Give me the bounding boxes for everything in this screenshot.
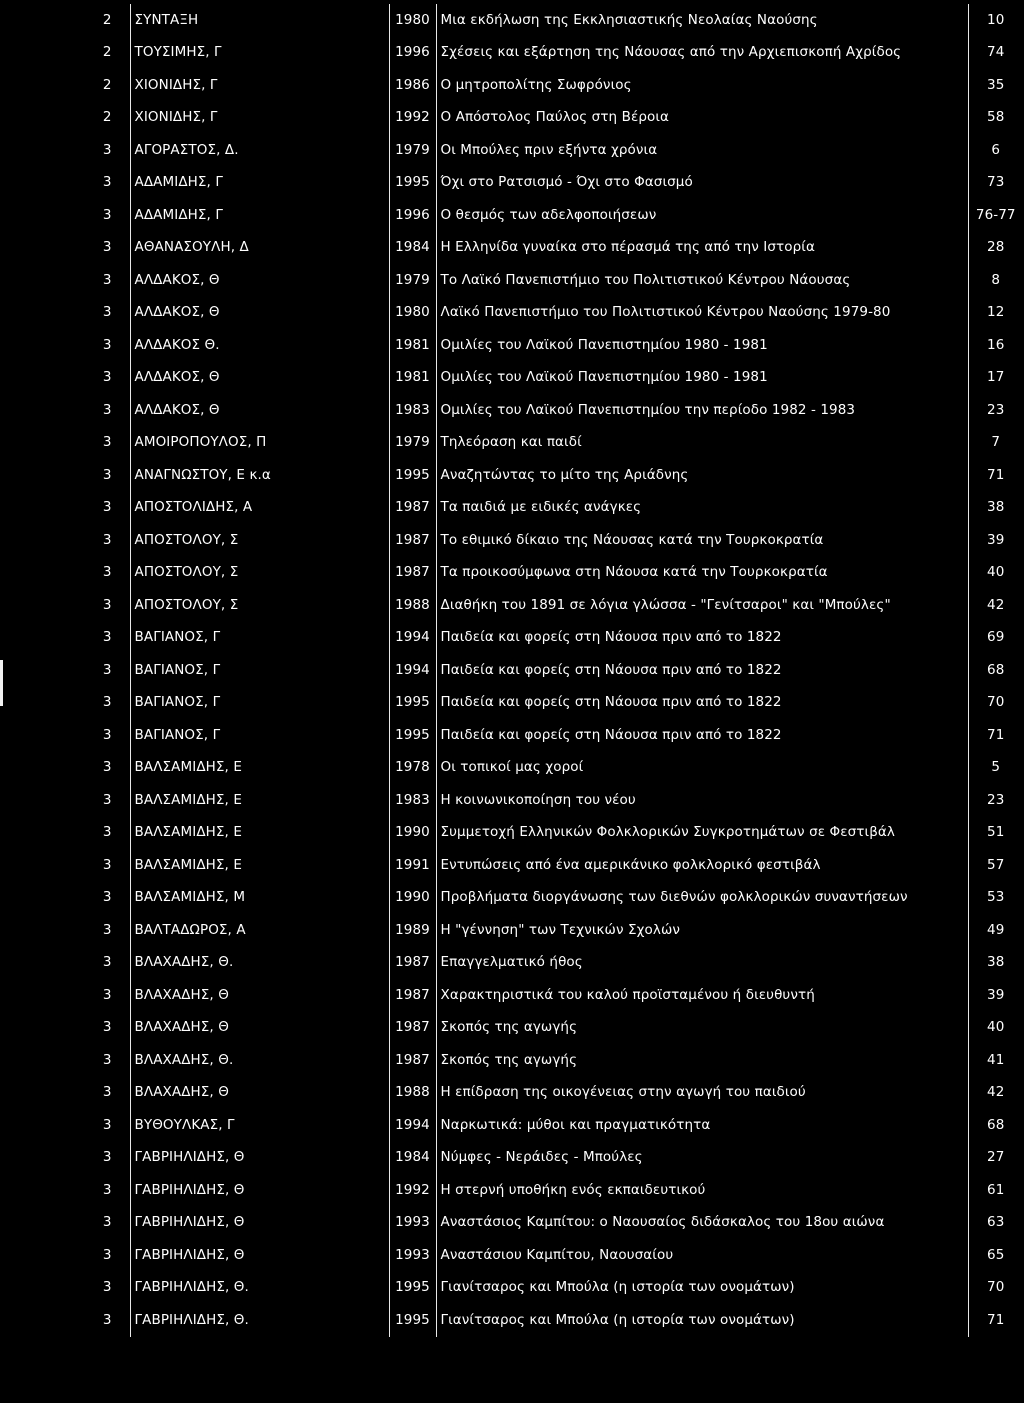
table-row: [85, 69, 1023, 102]
volume-cell: 3: [102, 304, 112, 321]
year-cell: 1984: [389, 232, 436, 265]
year-cell: 1990: [389, 882, 436, 915]
table-row: [85, 1109, 1023, 1142]
volume-cell: 3: [102, 1311, 112, 1328]
title-cell: Σχέσεις και εξάρτηση της Νάουσας από την Αρχιεπισκοπή Αχρίδος: [436, 37, 968, 70]
volume-cell: 3: [102, 499, 112, 516]
author-cell: ΑΝΑΓΝΩΣΤΟΥ, Ε κ.α: [130, 459, 389, 492]
table-row: [85, 687, 1023, 720]
volume-cell: 3: [102, 1279, 112, 1296]
volume-cell: 3: [102, 889, 112, 906]
table-row: [85, 784, 1023, 817]
page-cell: 39: [968, 979, 1023, 1012]
table-row: [85, 297, 1023, 330]
page-cell: 5: [968, 752, 1023, 785]
volume-cell: 3: [102, 921, 112, 938]
table-row: [85, 914, 1023, 947]
author-cell: ΒΛΑΧΑΔΗΣ, Θ: [130, 1077, 389, 1110]
year-cell: 1979: [389, 264, 436, 297]
page-cell: 23: [968, 394, 1023, 427]
volume-cell: 3: [102, 1149, 112, 1166]
title-cell: Αναζητώντας το μίτο της Αριάδνης: [436, 459, 968, 492]
year-cell: 1981: [389, 362, 436, 395]
title-cell: Παιδεία και φορείς στη Νάουσα πριν από το 1822: [436, 622, 968, 655]
table-row: [85, 199, 1023, 232]
year-cell: 1987: [389, 557, 436, 590]
volume-cell: 3: [102, 141, 112, 158]
year-cell: 1983: [389, 784, 436, 817]
year-cell: 1995: [389, 459, 436, 492]
title-cell: Όχι στο Ρατσισμό - Όχι στο Φασισμό: [436, 167, 968, 200]
page-cell: 42: [968, 589, 1023, 622]
table-row: [85, 1304, 1023, 1337]
table-row: [85, 849, 1023, 882]
page-cell: 58: [968, 102, 1023, 135]
volume-cell: 3: [102, 1051, 112, 1068]
title-cell: Παιδεία και φορείς στη Νάουσα πριν από το 1822: [436, 719, 968, 752]
year-cell: 1993: [389, 1207, 436, 1240]
page-cell: 76-77: [968, 199, 1023, 232]
year-cell: 1996: [389, 37, 436, 70]
page-cell: 68: [968, 654, 1023, 687]
page-cell: 71: [968, 459, 1023, 492]
volume-cell: 3: [102, 1214, 112, 1231]
title-cell: Λαϊκό Πανεπιστήμιο του Πολιτιστικού Κέντρου Ναούσης 1979-80: [436, 297, 968, 330]
title-cell: Η κοινωνικοποίηση του νέου: [436, 784, 968, 817]
author-cell: ΑΛΔΑΚΟΣ, Θ: [130, 264, 389, 297]
table-row: [85, 264, 1023, 297]
year-cell: 1995: [389, 1304, 436, 1337]
index-table-body: [85, 4, 1023, 1337]
title-cell: Η στερνή υποθήκη ενός εκπαιδευτικού: [436, 1174, 968, 1207]
year-cell: 1986: [389, 69, 436, 102]
volume-cell: 3: [102, 434, 112, 451]
author-cell: ΑΠΟΣΤΟΛΟΥ, Σ: [130, 589, 389, 622]
author-cell: ΓΑΒΡΙΗΛΙΔΗΣ, Θ: [130, 1207, 389, 1240]
volume-cell: 3: [102, 1181, 112, 1198]
author-cell: ΓΑΒΡΙΗΛΙΔΗΣ, Θ.: [130, 1304, 389, 1337]
volume-cell: 2: [102, 11, 112, 28]
author-cell: ΓΑΒΡΙΗΛΙΔΗΣ, Θ: [130, 1174, 389, 1207]
volume-cell: 3: [102, 726, 112, 743]
author-cell: ΒΛΑΧΑΔΗΣ, Θ: [130, 979, 389, 1012]
title-cell: Διαθήκη του 1891 σε λόγια γλώσσα - "Γενίτσαροι" και "Μπούλες": [436, 589, 968, 622]
year-cell: 1992: [389, 102, 436, 135]
page-cell: 10: [968, 4, 1023, 37]
scan-edge-mark: [0, 660, 3, 706]
title-cell: Γιανίτσαρος και Μπούλα (η ιστορία των ονομάτων): [436, 1304, 968, 1337]
year-cell: 1996: [389, 199, 436, 232]
page-cell: 63: [968, 1207, 1023, 1240]
year-cell: 1979: [389, 427, 436, 460]
page-cell: 70: [968, 1272, 1023, 1305]
table-row: [85, 394, 1023, 427]
volume-cell: 2: [102, 109, 112, 126]
table-row: [85, 979, 1023, 1012]
table-row: [85, 37, 1023, 70]
author-cell: ΓΑΒΡΙΗΛΙΔΗΣ, Θ: [130, 1142, 389, 1175]
table-row: [85, 1077, 1023, 1110]
title-cell: Επαγγελματικό ήθος: [436, 947, 968, 980]
volume-cell: 3: [102, 694, 112, 711]
page-cell: 7: [968, 427, 1023, 460]
author-cell: ΒΑΛΣΑΜΙΔΗΣ, Ε: [130, 849, 389, 882]
year-cell: 1995: [389, 719, 436, 752]
page-cell: 68: [968, 1109, 1023, 1142]
year-cell: 1989: [389, 914, 436, 947]
year-cell: 1991: [389, 849, 436, 882]
table-row: [85, 1207, 1023, 1240]
page-cell: 35: [968, 69, 1023, 102]
volume-cell: 3: [102, 1084, 112, 1101]
volume-cell: 3: [102, 596, 112, 613]
author-cell: ΤΟΥΣΙΜΗΣ, Γ: [130, 37, 389, 70]
title-cell: Το Λαϊκό Πανεπιστήμιο του Πολιτιστικού Κέντρου Νάουσας: [436, 264, 968, 297]
author-cell: ΒΑΓΙΑΝΟΣ, Γ: [130, 719, 389, 752]
table-row: [85, 427, 1023, 460]
table-row: [85, 102, 1023, 135]
author-cell: ΑΛΔΑΚΟΣ, Θ: [130, 297, 389, 330]
author-cell: ΑΠΟΣΤΟΛΟΥ, Σ: [130, 524, 389, 557]
volume-cell: 3: [102, 174, 112, 191]
volume-cell: 3: [102, 791, 112, 808]
page-cell: 6: [968, 134, 1023, 167]
author-cell: ΒΑΓΙΑΝΟΣ, Γ: [130, 687, 389, 720]
volume-cell: 3: [102, 1246, 112, 1263]
table-row: [85, 459, 1023, 492]
year-cell: 1987: [389, 492, 436, 525]
page-cell: 65: [968, 1239, 1023, 1272]
table-row: [85, 557, 1023, 590]
volume-cell: 3: [102, 271, 112, 288]
title-cell: Εντυπώσεις από ένα αμερικάνικο φολκλορικό φεστιβάλ: [436, 849, 968, 882]
table-row: [85, 362, 1023, 395]
page-cell: 61: [968, 1174, 1023, 1207]
author-cell: ΑΛΔΑΚΟΣ, Θ: [130, 394, 389, 427]
table-row: [85, 882, 1023, 915]
volume-cell: 3: [102, 856, 112, 873]
year-cell: 1988: [389, 589, 436, 622]
page-cell: 74: [968, 37, 1023, 70]
author-cell: ΑΔΑΜΙΔΗΣ, Γ: [130, 199, 389, 232]
page-cell: 41: [968, 1044, 1023, 1077]
volume-cell: 3: [102, 206, 112, 223]
author-cell: ΑΔΑΜΙΔΗΣ, Γ: [130, 167, 389, 200]
table-row: [85, 1044, 1023, 1077]
volume-cell: 2: [102, 76, 112, 93]
title-cell: Σκοπός της αγωγής: [436, 1012, 968, 1045]
title-cell: Ναρκωτικά: μύθοι και πραγματικότητα: [436, 1109, 968, 1142]
volume-cell: 2: [102, 44, 112, 61]
volume-cell: 3: [102, 1116, 112, 1133]
bibliography-index-table: [85, 4, 1023, 1337]
volume-cell: 3: [102, 336, 112, 353]
author-cell: ΑΠΟΣΤΟΛΟΥ, Σ: [130, 557, 389, 590]
volume-cell: 3: [102, 629, 112, 646]
year-cell: 1994: [389, 1109, 436, 1142]
page-cell: 27: [968, 1142, 1023, 1175]
volume-cell: 3: [102, 954, 112, 971]
volume-cell: 3: [102, 986, 112, 1003]
title-cell: Οι Μπούλες πριν εξήντα χρόνια: [436, 134, 968, 167]
table-row: [85, 752, 1023, 785]
title-cell: Παιδεία και φορείς στη Νάουσα πριν από το 1822: [436, 654, 968, 687]
year-cell: 1994: [389, 654, 436, 687]
year-cell: 1987: [389, 1044, 436, 1077]
page-cell: 49: [968, 914, 1023, 947]
author-cell: ΒΑΛΣΑΜΙΔΗΣ, Ε: [130, 784, 389, 817]
table-row: [85, 1272, 1023, 1305]
title-cell: Ο Απόστολος Παύλος στη Βέροια: [436, 102, 968, 135]
year-cell: 1978: [389, 752, 436, 785]
page-cell: 40: [968, 1012, 1023, 1045]
title-cell: Ομιλίες του Λαϊκού Πανεπιστημίου 1980 - 1981: [436, 362, 968, 395]
year-cell: 1981: [389, 329, 436, 362]
title-cell: Σκοπός της αγωγής: [436, 1044, 968, 1077]
year-cell: 1980: [389, 297, 436, 330]
author-cell: ΒΛΑΧΑΔΗΣ, Θ.: [130, 947, 389, 980]
author-cell: ΒΛΑΧΑΔΗΣ, Θ: [130, 1012, 389, 1045]
title-cell: Η "γέννηση" των Τεχνικών Σχολών: [436, 914, 968, 947]
table-row: [85, 622, 1023, 655]
table-row: [85, 134, 1023, 167]
table-row: [85, 1012, 1023, 1045]
table-row: [85, 492, 1023, 525]
author-cell: ΒΑΓΙΑΝΟΣ, Γ: [130, 654, 389, 687]
author-cell: ΑΠΟΣΤΟΛΙΔΗΣ, Α: [130, 492, 389, 525]
page-cell: 38: [968, 947, 1023, 980]
author-cell: ΒΑΛΣΑΜΙΔΗΣ, Ε: [130, 752, 389, 785]
author-cell: ΑΛΔΑΚΟΣ, Θ: [130, 362, 389, 395]
year-cell: 1995: [389, 1272, 436, 1305]
table-row: [85, 232, 1023, 265]
title-cell: Παιδεία και φορείς στη Νάουσα πριν από το 1822: [436, 687, 968, 720]
page-cell: 16: [968, 329, 1023, 362]
year-cell: 1993: [389, 1239, 436, 1272]
page-cell: 8: [968, 264, 1023, 297]
volume-cell: 3: [102, 239, 112, 256]
title-cell: Ομιλίες του Λαϊκού Πανεπιστημίου 1980 - 1981: [436, 329, 968, 362]
page-cell: 51: [968, 817, 1023, 850]
table-row: [85, 1142, 1023, 1175]
year-cell: 1992: [389, 1174, 436, 1207]
table-row: [85, 589, 1023, 622]
page-cell: 69: [968, 622, 1023, 655]
volume-cell: 3: [102, 466, 112, 483]
table-row: [85, 719, 1023, 752]
author-cell: ΑΘΑΝΑΣΟΥΛΗ, Δ: [130, 232, 389, 265]
author-cell: ΓΑΒΡΙΗΛΙΔΗΣ, Θ: [130, 1239, 389, 1272]
title-cell: Τηλεόραση και παιδί: [436, 427, 968, 460]
table-row: [85, 947, 1023, 980]
author-cell: ΑΜΟΙΡΟΠΟΥΛΟΣ, Π: [130, 427, 389, 460]
table-row: [85, 4, 1023, 37]
author-cell: ΒΥΘΟΥΛΚΑΣ, Γ: [130, 1109, 389, 1142]
year-cell: 1979: [389, 134, 436, 167]
page-cell: 57: [968, 849, 1023, 882]
year-cell: 1987: [389, 947, 436, 980]
title-cell: Το εθιμικό δίκαιο της Νάουσας κατά την Τουρκοκρατία: [436, 524, 968, 557]
title-cell: Γιανίτσαρος και Μπούλα (η ιστορία των ονομάτων): [436, 1272, 968, 1305]
page-cell: 17: [968, 362, 1023, 395]
volume-cell: 3: [102, 531, 112, 548]
title-cell: Ομιλίες του Λαϊκού Πανεπιστημίου την περίοδο 1982 - 1983: [436, 394, 968, 427]
author-cell: ΒΛΑΧΑΔΗΣ, Θ.: [130, 1044, 389, 1077]
title-cell: Τα προικοσύμφωνα στη Νάουσα κατά την Τουρκοκρατία: [436, 557, 968, 590]
title-cell: Χαρακτηριστικά του καλού προϊσταμένου ή διευθυντή: [436, 979, 968, 1012]
table-row: [85, 167, 1023, 200]
author-cell: ΓΑΒΡΙΗΛΙΔΗΣ, Θ.: [130, 1272, 389, 1305]
volume-cell: 3: [102, 564, 112, 581]
title-cell: Οι τοπικοί μας χοροί: [436, 752, 968, 785]
title-cell: Η επίδραση της οικογένειας στην αγωγή του παιδιού: [436, 1077, 968, 1110]
volume-cell: 3: [102, 369, 112, 386]
title-cell: Ο θεσμός των αδελφοποιήσεων: [436, 199, 968, 232]
title-cell: Αναστάσιος Καμπίτου: ο Ναουσαίος διδάσκαλος του 18ου αιώνα: [436, 1207, 968, 1240]
volume-cell: 3: [102, 1019, 112, 1036]
year-cell: 1987: [389, 979, 436, 1012]
year-cell: 1988: [389, 1077, 436, 1110]
title-cell: Ο μητροπολίτης Σωφρόνιος: [436, 69, 968, 102]
year-cell: 1995: [389, 687, 436, 720]
page-cell: 71: [968, 1304, 1023, 1337]
title-cell: Προβλήματα διοργάνωσης των διεθνών φολκλορικών συναντήσεων: [436, 882, 968, 915]
title-cell: Τα παιδιά με ειδικές ανάγκες: [436, 492, 968, 525]
table-row: [85, 1174, 1023, 1207]
table-row: [85, 1239, 1023, 1272]
author-cell: ΒΑΓΙΑΝΟΣ, Γ: [130, 622, 389, 655]
author-cell: ΒΑΛΣΑΜΙΔΗΣ, Μ: [130, 882, 389, 915]
author-cell: ΒΑΛΤΑΔΩΡΟΣ, Α: [130, 914, 389, 947]
title-cell: Αναστάσιου Καμπίτου, Ναουσαίου: [436, 1239, 968, 1272]
title-cell: Συμμετοχή Ελληνικών Φολκλορικών Συγκροτημάτων σε Φεστιβάλ: [436, 817, 968, 850]
title-cell: Η Ελληνίδα γυναίκα στο πέρασμά της από την Ιστορία: [436, 232, 968, 265]
page-cell: 40: [968, 557, 1023, 590]
title-cell: Νύμφες - Νεράιδες - Μπούλες: [436, 1142, 968, 1175]
year-cell: 1995: [389, 167, 436, 200]
volume-cell: 3: [102, 824, 112, 841]
page-cell: 42: [968, 1077, 1023, 1110]
table-row: [85, 524, 1023, 557]
page-cell: 53: [968, 882, 1023, 915]
page-cell: 73: [968, 167, 1023, 200]
author-cell: ΑΛΔΑΚΟΣ Θ.: [130, 329, 389, 362]
author-cell: ΑΓΟΡΑΣΤΟΣ, Δ.: [130, 134, 389, 167]
page-cell: 12: [968, 297, 1023, 330]
volume-cell: 3: [102, 759, 112, 776]
author-cell: ΒΑΛΣΑΜΙΔΗΣ, Ε: [130, 817, 389, 850]
page-cell: 71: [968, 719, 1023, 752]
table-row: [85, 654, 1023, 687]
volume-cell: 3: [102, 401, 112, 418]
year-cell: 1983: [389, 394, 436, 427]
page-cell: 39: [968, 524, 1023, 557]
volume-cell: 3: [102, 661, 112, 678]
page-cell: 38: [968, 492, 1023, 525]
page-cell: 23: [968, 784, 1023, 817]
year-cell: 1994: [389, 622, 436, 655]
table-row: [85, 817, 1023, 850]
author-cell: ΧΙΟΝΙΔΗΣ, Γ: [130, 69, 389, 102]
year-cell: 1984: [389, 1142, 436, 1175]
year-cell: 1987: [389, 524, 436, 557]
page-cell: 70: [968, 687, 1023, 720]
page-cell: 28: [968, 232, 1023, 265]
year-cell: 1990: [389, 817, 436, 850]
year-cell: 1987: [389, 1012, 436, 1045]
table-row: [85, 329, 1023, 362]
author-cell: ΣΥΝΤΑΞΗ: [130, 4, 389, 37]
year-cell: 1980: [389, 4, 436, 37]
title-cell: Μια εκδήλωση της Εκκλησιαστικής Νεολαίας Ναούσης: [436, 4, 968, 37]
author-cell: ΧΙΟΝΙΔΗΣ, Γ: [130, 102, 389, 135]
